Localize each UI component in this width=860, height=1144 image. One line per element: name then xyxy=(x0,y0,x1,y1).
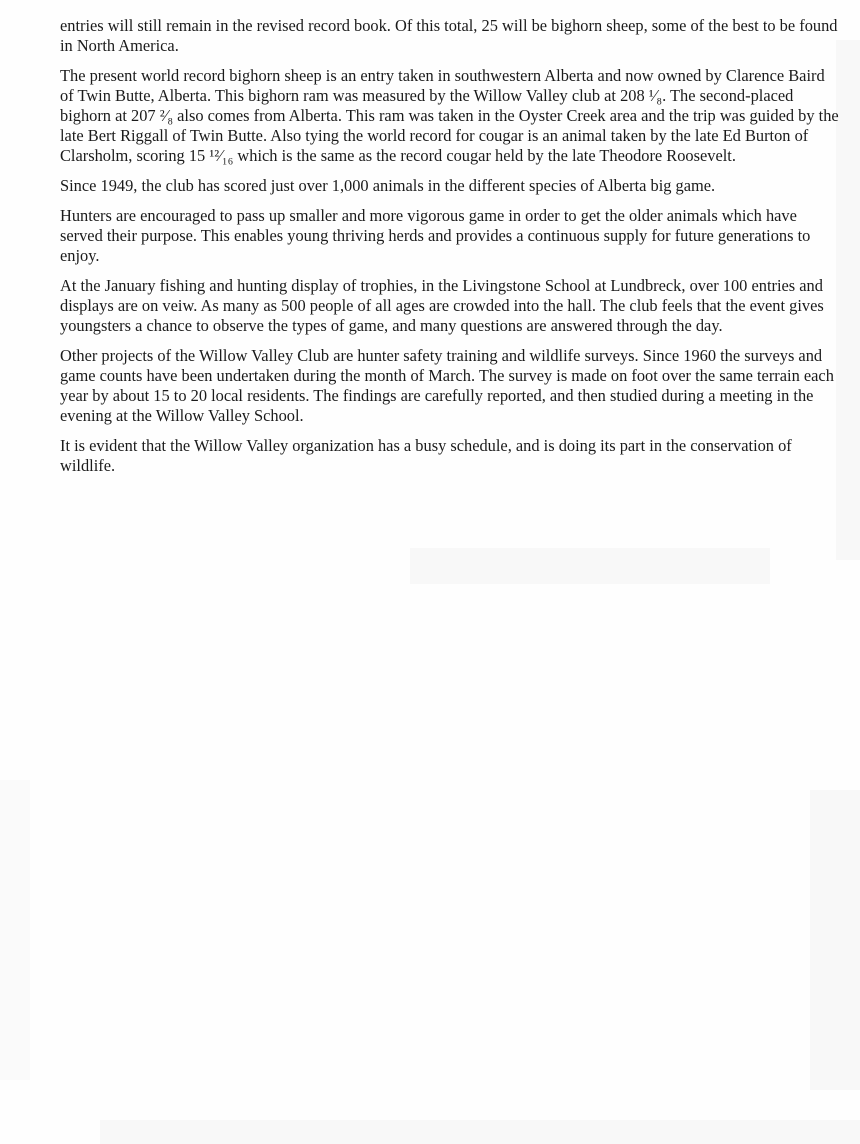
scan-bleed-through xyxy=(0,780,30,1080)
paragraph-animals-scored: Since 1949, the club has scored just over 1,000 animals in the different species of Alberta big game. xyxy=(60,176,716,195)
paragraph-other-projects: Other projects of the Willow Valley Club are hunter safety training and wildlife surveys. Since 1960 the surveys and game counts have been undertaken during the month of March. The survey is made on foot over the same terrain each year by about 15 to 20 local residents. The findings are carefully reported, and then studied during a meeting in the evening at the Willow Valley School. xyxy=(60,346,834,425)
paragraph-world-record-bighorn: The present world record bighorn sheep is an entry taken in southwestern Alberta and now owned by Clarence Baird of Twin Butte, Alberta. This bighorn ram was measured by the Willow Valley club at 208 ¹⁄₈. The second-placed bighorn at 207 ²⁄₈ also comes from Alberta. This ram was taken in the Oyster Creek area and the trip was guided by the late Bert Riggall of Twin Butte. Also tying the world record for cougar is an animal taken by the late Ed Burton of Clarsholm, scoring 15 ¹²⁄₁₆ which is the same as the record cougar held by the late Theodore Roosevelt. xyxy=(60,66,839,165)
paragraph-record-book: entries will still remain in the revised record book. Of this total, 25 will be bighorn sheep, some of the best to be found in North America. xyxy=(60,16,838,55)
article-body xyxy=(60,16,840,486)
paragraph-hunter-guidance: Hunters are encouraged to pass up smaller and more vigorous game in order to get the older animals which have served their purpose. This enables young thriving herds and provides a continuous supply for future generations to enjoy. xyxy=(60,206,811,265)
paragraph-conclusion: It is evident that the Willow Valley organization has a busy schedule, and is doing its part in the conservation of wildlife. xyxy=(60,436,792,475)
scan-bleed-through xyxy=(810,790,860,1090)
paragraph-trophy-display: At the January fishing and hunting display of trophies, in the Livingstone School at Lundbreck, over 100 entries and displays are on veiw. As many as 500 people of all ages are crowded into the hall. The club feels that the event gives youngsters a chance to observe the types of game, and many questions are answered through the day. xyxy=(60,276,824,335)
scan-bleed-through xyxy=(410,548,770,584)
scan-bleed-through xyxy=(100,1120,860,1144)
